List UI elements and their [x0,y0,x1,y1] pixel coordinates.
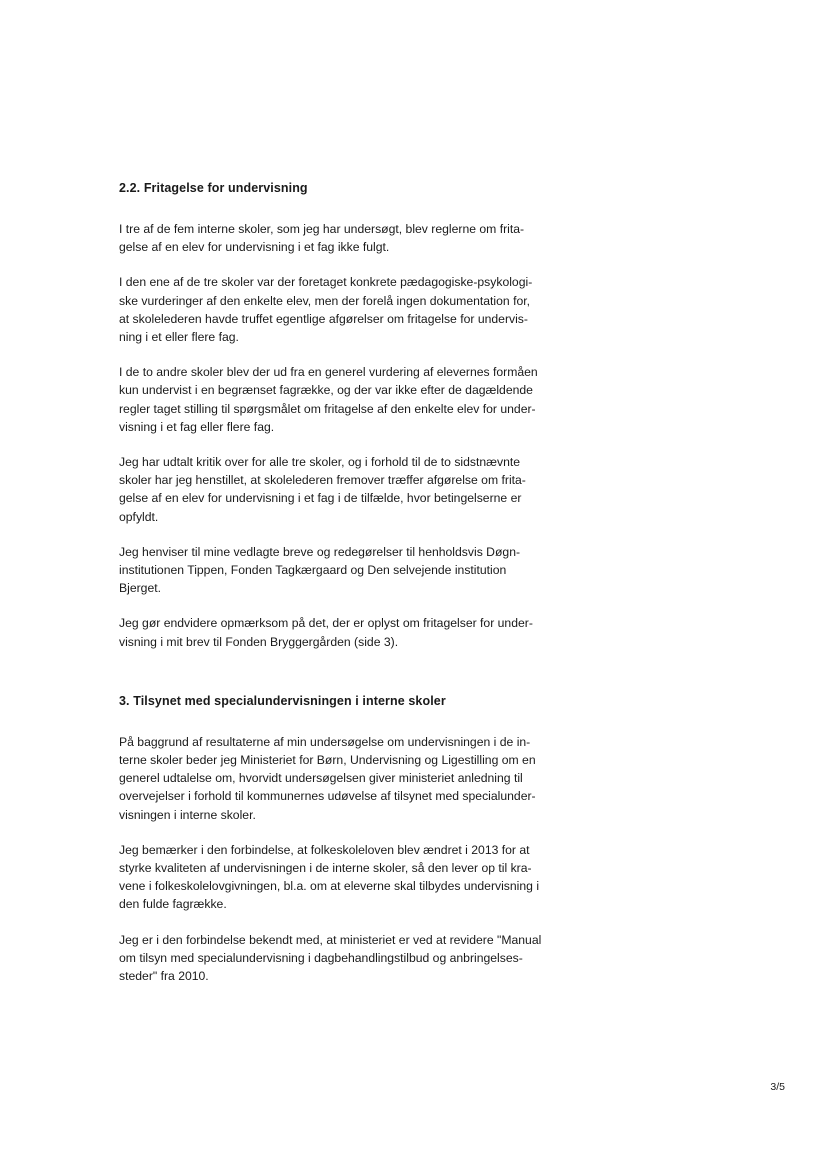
text-line: terne skoler beder jeg Ministeriet for Børn, Undervisning og Ligestilling om en [119,753,536,768]
paragraph [119,931,589,986]
text-line: I den ene af de tre skoler var der foretaget konkrete pædagogiske-psykologi- [119,275,533,290]
text-line: regler taget stilling til spørgsmålet om fritagelse af den enkelte elev for under- [119,401,536,416]
text-line: I de to andre skoler blev der ud fra en generel vurdering af elevernes formåen [119,365,538,380]
text-line: institutionen Tippen, Fonden Tagkærgaard og Den selvejende institution [119,563,507,578]
text-line: vene i folkeskolelovgivningen, bl.a. om at eleverne skal tilbydes undervisning i [119,879,540,894]
paragraph [119,733,589,824]
page-number: 3/5 [770,1081,785,1093]
text-line: ske vurderinger af den enkelte elev, men der forelå ingen dokumentation for, [119,293,531,308]
text-line: I tre af de fem interne skoler, som jeg har undersøgt, blev reglerne om frita- [119,222,525,236]
section-heading: 3. Tilsynet med specialundervisningen i interne skoler [119,693,446,708]
text-line: at skolelederen havde truffet egentlige afgørelser om fritagelse for undervis- [119,311,528,326]
section-heading: 2.2. Fritagelse for undervisning [119,181,308,195]
paragraph [119,220,589,256]
paragraph [119,363,589,436]
text-line: skoler har jeg henstillet, at skolelederen fremover træffer afgørelse om frita- [119,473,526,488]
document-body [119,179,589,1002]
text-line: generel udtalelse om, hvorvidt undersøgelsen giver ministeriet anledning til [119,771,523,786]
text-line: Jeg henviser til mine vedlagte breve og redegørelser til henholdsvis Døgn- [119,544,521,559]
paragraph [119,453,589,526]
text-line: Jeg er i den forbindelse bekendt med, at ministeriet er ved at revidere "Manual [119,932,542,947]
text-line: opfyldt. [119,509,159,524]
text-line: steder" fra 2010. [119,969,209,984]
text-line: om tilsyn med specialundervisning i dagbehandlingstilbud og anbringelses- [119,950,523,965]
paragraph [119,614,589,650]
text-line: gelse af en elev for undervisning i et fag i de tilfælde, hvor betingelserne er [119,491,522,506]
text-line: den fulde fagrække. [119,897,227,912]
paragraph [119,273,589,346]
section-fritagelse [119,179,589,651]
section-tilsynet [119,692,589,985]
text-line: visning i mit brev til Fonden Bryggergården (side 3). [119,634,399,649]
text-line: overvejelser i forhold til kommunernes udøvelse af tilsynet med specialunder- [119,789,536,804]
paragraph [119,543,589,598]
text-line: Jeg gør endvidere opmærksom på det, der er oplyst om fritagelser for under- [119,616,533,631]
text-line: kun undervist i en begrænset fagrække, og der var ikke efter de dagældende [119,383,533,398]
paragraph [119,841,589,914]
text-line: Jeg har udtalt kritik over for alle tre skoler, og i forhold til de to sidstnævnte [119,455,521,470]
text-line: ning i et eller flere fag. [119,330,239,345]
text-line: visning i et fag eller flere fag. [119,419,275,434]
text-line: styrke kvaliteten af undervisningen i de interne skoler, så den lever op til kra- [119,861,532,876]
text-line: visningen i interne skoler. [119,807,256,822]
text-line: På baggrund af resultaterne af min undersøgelse om undervisningen i de in- [119,734,531,749]
text-line: Jeg bemærker i den forbindelse, at folkeskoleloven blev ændret i 2013 for at [119,842,530,857]
text-line: Bjerget. [119,581,162,596]
text-line: gelse af en elev for undervisning i et fag ikke fulgt. [119,240,390,255]
